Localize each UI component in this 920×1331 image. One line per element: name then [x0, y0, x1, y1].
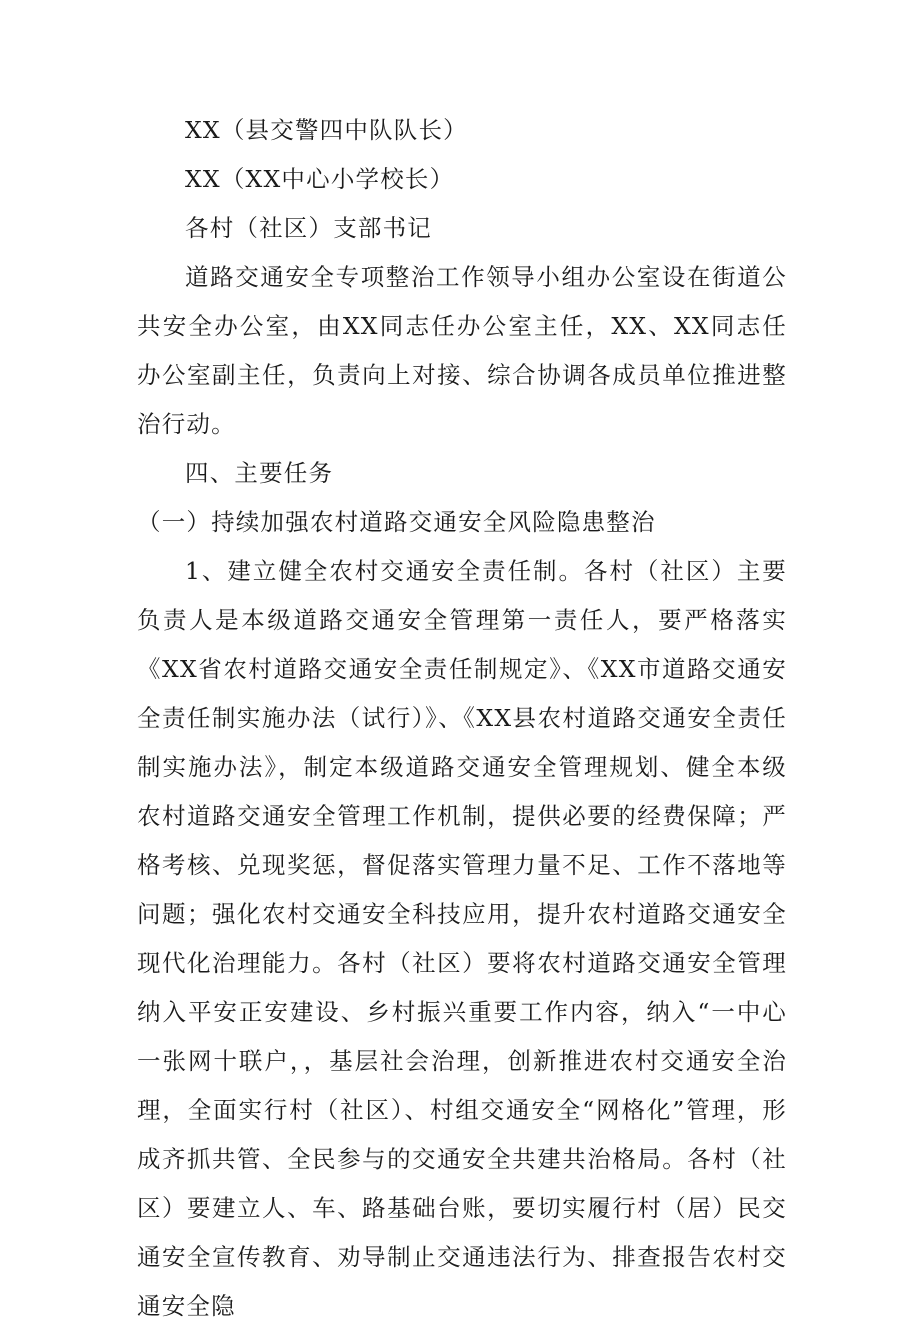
section-heading: 四、主要任务	[185, 459, 334, 487]
paragraph-office: 道路交通安全专项整治工作领导小组办公室设在街道公共安全办公室，由XX同志任办公室主任，XX、XX同志任办公室副主任，负责向上对接、综合协调各成员单位推进整治行动。	[137, 263, 787, 438]
paragraph-task-1: 1、建立健全农村交通安全责任制。各村（社区）主要负责人是本级道路交通安全管理第一责任人，要严格落实《XX省农村道路交通安全责任制规定》、《XX市道路交通安全责任制实施办法（试行）》、《XX县农村道路交通安全责任制实施办法》，制定本级道路交通安全管理规划、健全本级农村道路交通安全管理工作机制，提供必要的经费保障；严格考核、兑现奖惩，督促落实管理力量不足、工作不落地等问题；强化农村交通安全科技应用，提升农村道路交通安全现代化治理能力。各村（社区）要将农村道路交通安全管理纳入平安正安建设、乡村振兴重要工作内容，纳入“一中心一张网十联户，，基层社会治理，创新推进农村交通安全治理，全面实行村（社区）、村组交通安全“网格化”管理，形成齐抓共管、全民参与的交通安全共建共治格局。各村（社区）要建立人、车、路基础台账，要切实履行村（居）民交通安全宣传教育、劝导制止交通违法行为、排查报告农村交通安全隐	[137, 557, 787, 1320]
subsection-heading: （一）持续加强农村道路交通安全风险隐患整治	[137, 508, 656, 536]
document-body	[137, 106, 787, 1331]
member-line-police: XX（县交警四中队队长）	[185, 116, 468, 144]
member-line-village: 各村（社区）支部书记	[185, 214, 432, 242]
member-line-school: XX（XX中心小学校长）	[185, 165, 455, 193]
